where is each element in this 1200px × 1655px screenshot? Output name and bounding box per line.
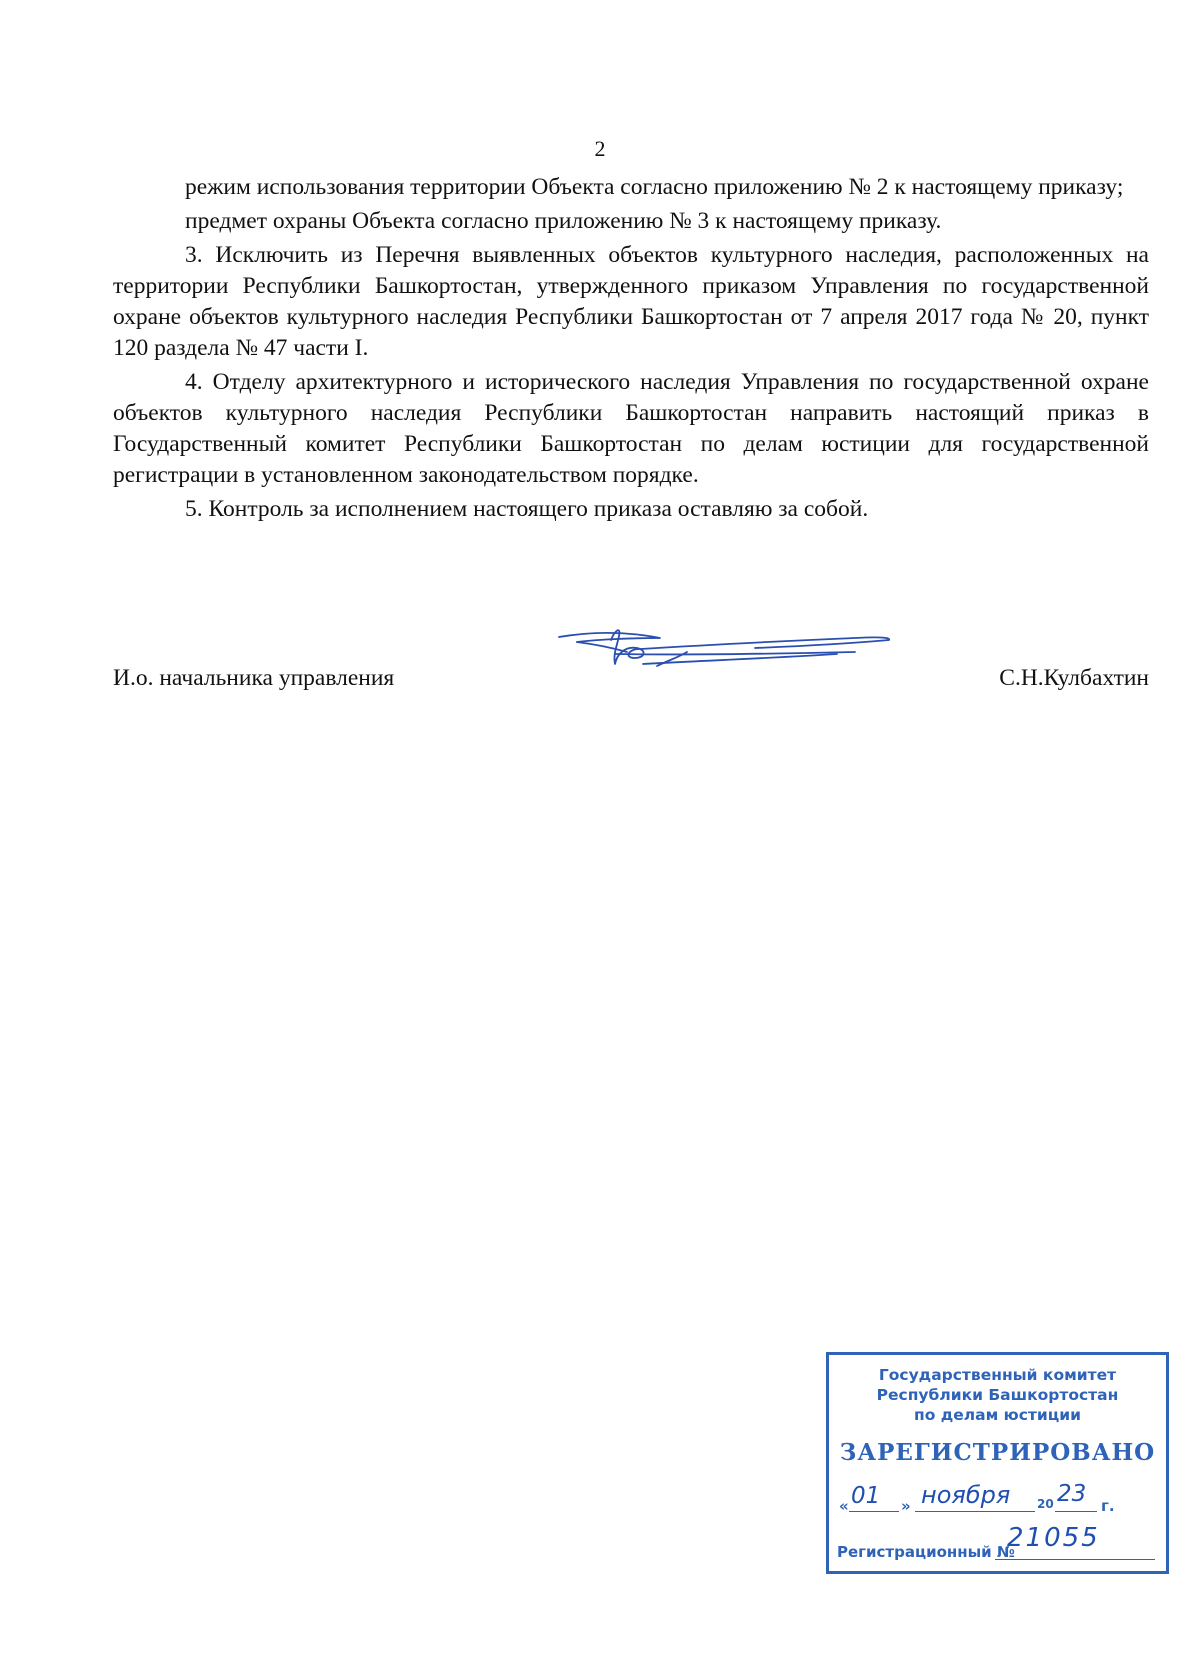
stamp-registration-line [837, 1523, 1162, 1563]
stamp-day-underline [849, 1511, 899, 1512]
document-body [113, 172, 1149, 525]
paragraph-item-5: 5. Контроль за исполнением настоящего приказа оставляю за собой. [185, 496, 869, 522]
paragraph-protection-subject: предмет охраны Объекта согласно приложению № 3 к настоящему приказу. [185, 208, 942, 234]
stamp-reg-label: Регистрационный № [837, 1543, 1015, 1561]
signatory-position: И.о. начальника управления [113, 665, 395, 691]
stamp-org-line: по делам юстиции [914, 1406, 1081, 1424]
stamp-organization [829, 1365, 1166, 1425]
stamp-year-underline [1055, 1511, 1097, 1512]
stamp-reg-number: 21055 [1007, 1523, 1100, 1553]
signatory-name: С.Н.Кулбахтин [999, 665, 1149, 691]
paragraph-territory-regime: режим использования территории Объекта согласно приложению № 2 к настоящему приказу; [185, 174, 1124, 200]
stamp-day: 01 [851, 1483, 881, 1509]
stamp-year: 23 [1057, 1481, 1087, 1507]
stamp-month: ноября [921, 1481, 1011, 1509]
stamp-quote-close: » [901, 1497, 911, 1515]
handwritten-signature [555, 628, 900, 688]
stamp-org-line: Государственный комитет [878, 1366, 1117, 1384]
stamp-reg-underline [995, 1559, 1155, 1560]
stamp-year-prefix: 20 [1037, 1497, 1054, 1511]
stamp-date-line [839, 1483, 1159, 1519]
stamp-registered-label: ЗАРЕГИСТРИРОВАНО [839, 1439, 1156, 1466]
page-number: 2 [594, 136, 606, 161]
paragraph-item-3: 3. Исключить из Перечня выявленных объектов культурного наследия, расположенных на территории Республики Башкортостан, утвержденного приказом Управления по государственной охране объектов культурного наследия Республики Башкортостан от 7 апреля 2017 года № 20, пункт 120 раздела № 47 части I. [113, 242, 1149, 361]
registration-stamp [826, 1352, 1169, 1574]
stamp-quote-open: « [839, 1497, 849, 1515]
stamp-month-underline [915, 1511, 1035, 1512]
paragraph-item-4: 4. Отделу архитектурного и исторического наследия Управления по государственной охране объектов культурного наследия Республики Башкортостан направить настоящий приказ в Государственный комитет Республики Башкортостан по делам юстиции для государственной регистрации в установленном законодательством порядке. [113, 369, 1149, 488]
stamp-org-line: Республики Башкортостан [876, 1386, 1119, 1404]
stamp-year-unit: г. [1101, 1497, 1115, 1515]
